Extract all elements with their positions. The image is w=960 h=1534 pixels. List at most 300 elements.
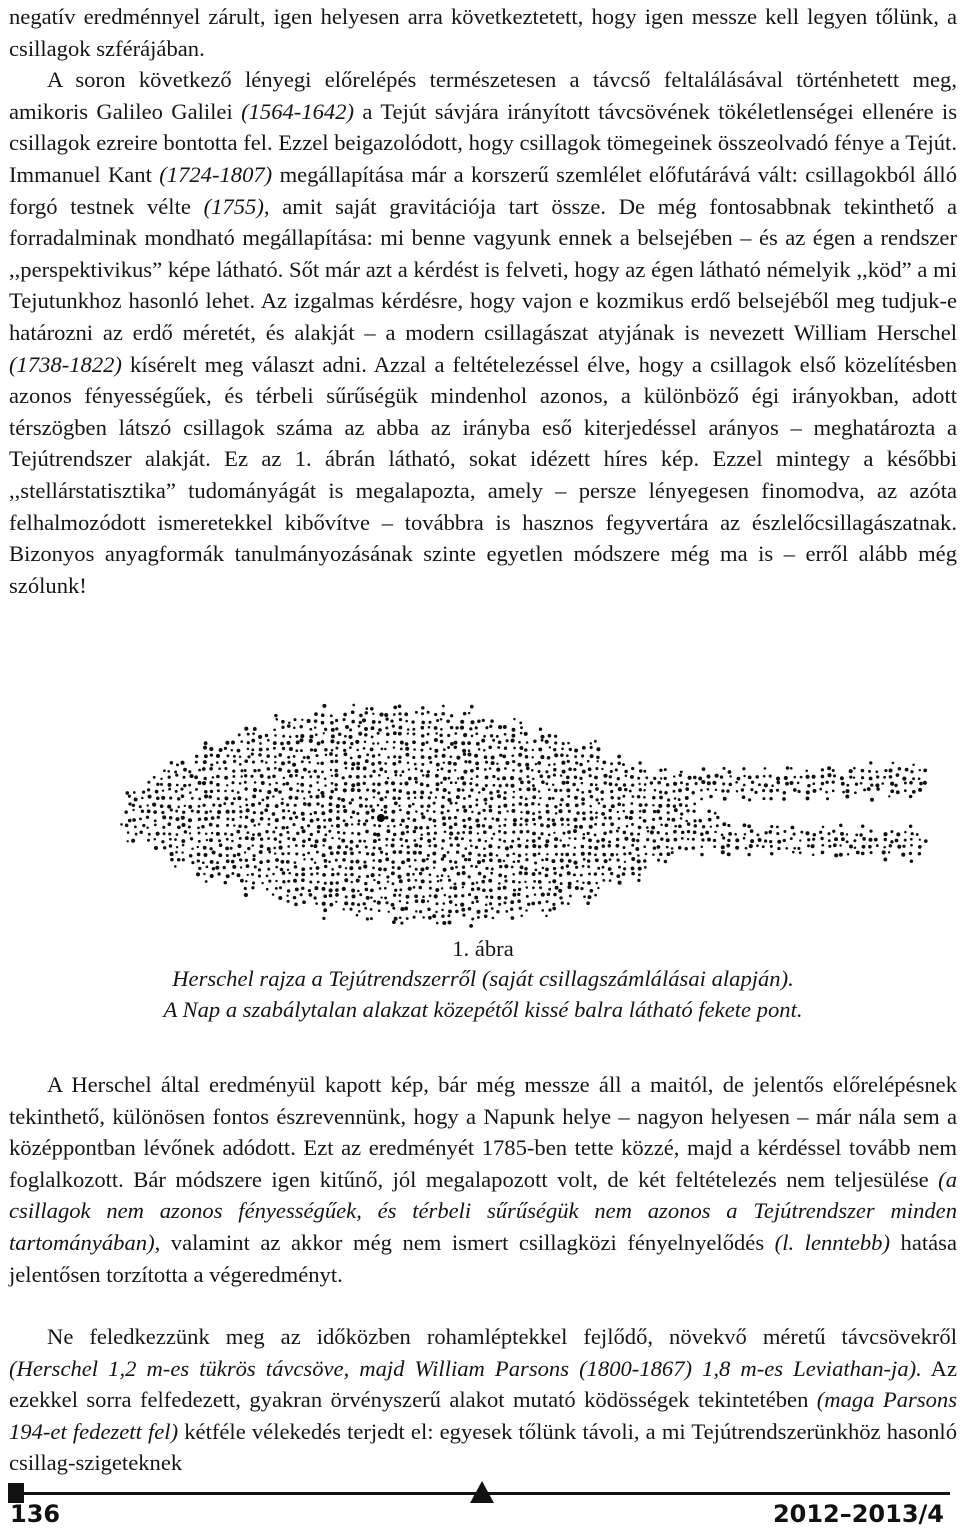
star-dot — [667, 818, 670, 821]
star-dot — [441, 712, 445, 716]
star-dot — [413, 886, 416, 889]
star-dot — [631, 783, 634, 786]
star-dot — [124, 810, 128, 814]
star-dot — [301, 760, 304, 763]
star-dot — [446, 719, 450, 723]
star-dot — [638, 783, 640, 785]
star-dot — [330, 714, 333, 717]
star-dot — [462, 749, 466, 753]
star-dot — [295, 852, 298, 855]
star-dot — [351, 798, 354, 801]
star-dot — [385, 838, 388, 841]
star-dot — [595, 858, 599, 862]
star-dot — [272, 812, 276, 816]
star-dot — [376, 833, 380, 837]
star-dot — [498, 830, 501, 833]
star-dot — [142, 790, 145, 793]
star-dot — [443, 777, 447, 781]
star-dot — [624, 861, 626, 863]
star-dot — [321, 795, 325, 799]
star-dot — [398, 894, 401, 897]
star-dot — [694, 824, 698, 828]
star-dot — [581, 845, 585, 849]
star-dot — [510, 784, 514, 788]
star-dot — [517, 838, 520, 841]
star-dot — [247, 733, 250, 736]
star-dot — [664, 768, 667, 771]
star-dot — [358, 755, 362, 759]
star-dot — [244, 781, 247, 784]
star-dot — [567, 871, 571, 875]
star-dot — [454, 816, 457, 819]
star-dot — [538, 880, 542, 884]
star-dot — [434, 713, 437, 716]
star-dot — [726, 789, 729, 792]
star-dot — [628, 852, 631, 855]
star-dot — [642, 809, 646, 813]
star-dot — [198, 840, 201, 843]
star-dot — [435, 888, 439, 892]
star-dot — [371, 852, 375, 856]
star-dot — [272, 795, 275, 798]
star-dot — [224, 776, 228, 780]
star-dot — [554, 837, 558, 841]
star-dot — [385, 901, 388, 904]
star-dot — [783, 839, 786, 842]
star-dot — [590, 754, 594, 758]
star-dot — [420, 834, 423, 837]
star-dot — [240, 740, 243, 743]
star-dot — [414, 894, 418, 898]
star-dot — [408, 804, 411, 807]
star-dot — [272, 893, 275, 896]
star-dot — [645, 776, 648, 779]
star-dot — [747, 824, 751, 828]
star-dot — [176, 763, 179, 766]
star-dot — [175, 851, 178, 854]
star-dot — [440, 728, 443, 731]
star-dot — [278, 896, 282, 900]
star-dot — [595, 787, 599, 791]
star-dot — [366, 788, 369, 791]
star-dot — [421, 815, 425, 819]
star-dot — [799, 839, 801, 841]
star-dot — [533, 740, 537, 744]
star-dot — [421, 755, 425, 759]
star-dot — [420, 805, 423, 808]
star-dot — [631, 866, 635, 870]
star-dot — [209, 781, 213, 785]
star-dot — [400, 907, 404, 911]
star-dot — [657, 845, 661, 849]
star-dot — [575, 886, 579, 890]
star-dot — [436, 763, 440, 767]
star-dot — [517, 763, 521, 767]
star-dot — [883, 832, 887, 836]
star-dot — [448, 921, 452, 925]
star-dot — [267, 837, 270, 840]
star-dot — [526, 775, 529, 778]
star-dot — [498, 882, 501, 885]
star-dot — [204, 794, 208, 798]
star-dot — [666, 846, 669, 849]
star-dot — [429, 761, 432, 764]
star-dot — [793, 833, 796, 836]
star-dot — [344, 878, 348, 882]
star-dot — [470, 720, 474, 724]
star-dot — [141, 810, 144, 813]
star-dot — [329, 796, 333, 800]
star-dot — [287, 889, 290, 892]
star-dot — [398, 726, 402, 730]
star-dot — [321, 811, 325, 815]
star-dot — [181, 839, 185, 843]
star-dot — [378, 721, 381, 724]
star-dot — [622, 763, 625, 766]
star-dot — [519, 788, 522, 791]
star-dot — [770, 852, 773, 855]
star-dot — [358, 725, 361, 728]
star-dot — [491, 755, 495, 759]
star-dot — [281, 826, 285, 830]
star-dot — [302, 844, 305, 847]
star-dot — [455, 726, 458, 729]
star-dot — [475, 818, 479, 822]
star-dot — [909, 852, 912, 855]
star-dot — [392, 796, 396, 800]
star-dot — [236, 830, 240, 834]
footer-triangle-mark — [470, 1481, 494, 1503]
star-dot — [469, 839, 472, 842]
star-dot — [883, 846, 886, 849]
star-dot — [790, 826, 794, 830]
star-dot — [853, 839, 856, 842]
star-dot — [314, 719, 318, 723]
star-dot — [856, 851, 860, 855]
star-dot — [268, 818, 271, 821]
star-dot — [574, 846, 576, 848]
star-dot — [450, 843, 453, 846]
star-dot — [588, 767, 592, 771]
star-dot — [391, 810, 395, 814]
star-dot — [294, 903, 298, 907]
star-dot — [450, 781, 453, 784]
star-dot — [590, 742, 593, 745]
page-footer — [0, 1480, 960, 1534]
star-dot — [370, 707, 374, 711]
star-dot — [513, 791, 515, 793]
star-dot — [532, 749, 534, 751]
italic-run: (maga Parsons 194-et fedezett fel) — [9, 1387, 957, 1444]
italic-run: (1724-1807) — [159, 161, 273, 187]
star-dot — [415, 781, 418, 784]
star-dot — [490, 719, 493, 722]
star-dot — [468, 875, 471, 878]
star-dot — [673, 790, 676, 793]
star-dot — [485, 726, 488, 729]
star-dot — [275, 818, 279, 822]
star-dot — [216, 783, 220, 787]
star-dot — [406, 830, 409, 833]
star-dot — [387, 911, 389, 913]
star-dot — [821, 782, 824, 785]
star-dot — [784, 776, 788, 780]
star-dot — [226, 838, 229, 841]
star-dot — [511, 754, 514, 757]
star-dot — [286, 860, 290, 864]
star-dot — [589, 825, 593, 829]
star-dot — [237, 791, 240, 794]
star-dot — [685, 796, 689, 800]
star-dot — [351, 894, 355, 898]
text-run: hatása jelentősen torzította a végeredményt. — [9, 1229, 958, 1287]
star-dot — [827, 766, 831, 770]
star-dot — [160, 778, 162, 780]
star-dot — [217, 810, 221, 814]
star-dot — [414, 826, 418, 830]
star-dot — [282, 735, 285, 738]
star-dot — [581, 754, 584, 757]
star-dot — [197, 853, 201, 857]
star-dot — [210, 753, 213, 756]
star-dot — [281, 761, 285, 765]
star-dot — [405, 753, 409, 757]
star-dot — [498, 811, 502, 815]
star-dot — [527, 903, 530, 906]
star-dot — [782, 797, 786, 801]
star-dot — [401, 770, 404, 773]
star-dot — [783, 830, 786, 833]
star-dot — [316, 818, 319, 821]
star-dot — [608, 844, 612, 848]
star-dot — [434, 749, 438, 753]
star-dot — [341, 839, 345, 843]
star-dot — [295, 735, 298, 738]
star-dot — [377, 783, 381, 787]
star-dot — [275, 887, 278, 890]
star-dot — [280, 860, 284, 864]
star-dot — [639, 788, 642, 791]
star-dot — [525, 823, 528, 826]
star-dot — [538, 901, 542, 905]
star-dot — [160, 804, 164, 808]
star-dot — [468, 907, 472, 911]
star-dot — [443, 761, 445, 763]
star-dot — [540, 832, 543, 835]
star-dot — [622, 872, 626, 876]
star-dot — [534, 893, 537, 896]
star-dot — [538, 872, 541, 875]
star-dot — [867, 787, 871, 791]
star-dot — [512, 760, 515, 763]
star-dot — [413, 830, 417, 834]
star-dot — [608, 809, 611, 812]
star-dot — [511, 809, 515, 813]
star-dot — [364, 727, 368, 731]
star-dot — [722, 822, 726, 826]
star-dot — [512, 880, 515, 883]
star-dot — [456, 809, 459, 812]
star-dot — [315, 839, 319, 843]
star-dot — [594, 872, 597, 875]
star-dot — [714, 831, 717, 834]
star-dot — [267, 847, 271, 851]
star-dot — [349, 728, 352, 731]
star-dot — [666, 838, 670, 842]
star-dot — [289, 787, 293, 791]
star-dot — [750, 829, 754, 833]
star-dot — [553, 768, 557, 772]
star-dot — [461, 741, 465, 745]
star-dot — [505, 846, 509, 850]
star-dot — [554, 741, 557, 744]
star-dot — [674, 838, 678, 842]
star-dot — [497, 846, 500, 849]
star-dot — [282, 816, 285, 819]
star-dot — [481, 739, 485, 743]
star-dot — [377, 901, 381, 905]
star-dot — [609, 879, 612, 882]
star-dot — [659, 769, 662, 772]
star-dot — [351, 720, 355, 724]
star-dot — [197, 846, 199, 848]
text-run: , amit saját gravitációja tart össze. De még fontosabbnak tekinthető a forradalminak mondható megállapítása: mi benne vagyunk ennek a belsejében – és az égen a rendszer ,,perspektivikus” képe látható. Sőt már azt a kérdést is felveti, hogy az égen látható némelyik ,,köd” a mi Tejutunkhoz hasonló lehet. Az izgalmas kérdésre, hogy vajon e kozmikus erdő belsejéből meg tudjuk-e határozni az erdő méretét, és alakját – a modern csillagászat atyjának is nevezett William Herschel — [9, 193, 957, 345]
star-dot — [834, 853, 838, 857]
star-dot — [869, 777, 873, 781]
star-dot — [604, 859, 608, 863]
star-dot — [331, 749, 334, 752]
star-dot — [819, 831, 822, 834]
star-dot — [595, 812, 598, 815]
star-dot — [496, 910, 499, 913]
star-dot — [405, 747, 409, 751]
star-dot — [484, 755, 488, 759]
star-dot — [693, 830, 697, 834]
star-dot — [545, 770, 548, 773]
star-dot — [687, 822, 691, 826]
star-dot — [685, 804, 688, 807]
star-dot — [545, 839, 549, 843]
star-dot — [462, 819, 465, 822]
star-dot — [391, 843, 395, 847]
star-dot — [287, 900, 290, 903]
star-dot — [436, 788, 439, 791]
star-dot — [482, 787, 486, 791]
star-dot — [610, 770, 613, 773]
star-dot — [793, 788, 797, 792]
star-dot — [344, 735, 347, 738]
star-dot — [533, 880, 536, 883]
star-dot — [275, 858, 279, 862]
star-dot — [372, 783, 375, 786]
star-dot — [365, 846, 368, 849]
star-dot — [174, 865, 177, 868]
star-dot — [462, 882, 466, 886]
star-dot — [308, 790, 311, 793]
star-dot — [322, 838, 326, 842]
star-dot — [769, 789, 773, 793]
star-dot — [240, 866, 242, 868]
star-dot — [610, 853, 614, 857]
star-dot — [496, 790, 499, 793]
star-dot — [244, 787, 247, 790]
star-dot — [225, 741, 229, 745]
star-dot — [377, 804, 380, 807]
star-dot — [588, 872, 591, 875]
star-dot — [707, 838, 711, 842]
star-dot — [463, 797, 466, 800]
star-dot — [551, 859, 555, 863]
star-dot — [231, 840, 234, 843]
star-dot — [491, 868, 494, 871]
star-dot — [488, 879, 492, 883]
star-dot — [320, 791, 324, 795]
star-dot — [362, 902, 365, 905]
star-dot — [427, 832, 430, 835]
star-dot — [579, 777, 582, 780]
star-dot — [329, 903, 333, 907]
star-dot — [560, 882, 563, 885]
star-dot — [345, 823, 349, 827]
star-dot — [343, 819, 346, 822]
star-dot — [133, 791, 136, 794]
star-dot — [294, 865, 297, 868]
star-dot — [433, 860, 437, 864]
italic-run: (a csillagok nem azonos fényességűek, és térbeli sűrűségük nem azonos a Tejútrendszer minden tartományában) — [9, 1166, 957, 1255]
star-dot — [504, 733, 507, 736]
star-dot — [806, 775, 810, 779]
star-dot — [855, 783, 858, 786]
star-dot — [764, 767, 767, 770]
star-dot — [812, 775, 816, 779]
star-dot — [735, 838, 739, 842]
star-dot — [454, 746, 458, 750]
star-dot — [413, 916, 416, 919]
star-dot — [700, 798, 703, 801]
star-dot — [204, 790, 208, 794]
star-dot — [532, 784, 535, 787]
star-dot — [532, 886, 535, 889]
star-dot — [493, 784, 496, 787]
star-dot — [588, 895, 592, 899]
star-dot — [602, 866, 605, 869]
star-dot — [489, 725, 492, 728]
star-dot — [558, 889, 562, 893]
star-dot — [237, 853, 241, 857]
star-dot — [441, 887, 443, 889]
star-dot — [491, 761, 495, 765]
star-dot — [315, 754, 318, 757]
star-dot — [923, 769, 927, 773]
star-dot — [499, 865, 502, 868]
star-dot — [616, 838, 619, 841]
star-dot — [504, 818, 507, 821]
star-dot — [736, 777, 740, 781]
star-dot — [337, 831, 340, 834]
star-dot — [832, 790, 835, 793]
star-dot — [310, 873, 313, 876]
star-dot — [322, 873, 326, 877]
star-dot — [384, 748, 387, 751]
star-dot — [386, 875, 389, 878]
star-dot — [594, 823, 597, 826]
star-dot — [414, 777, 418, 781]
star-dot — [545, 740, 549, 744]
star-dot — [581, 797, 585, 801]
star-dot — [378, 859, 382, 863]
star-dot — [406, 791, 410, 795]
star-dot — [336, 741, 339, 744]
